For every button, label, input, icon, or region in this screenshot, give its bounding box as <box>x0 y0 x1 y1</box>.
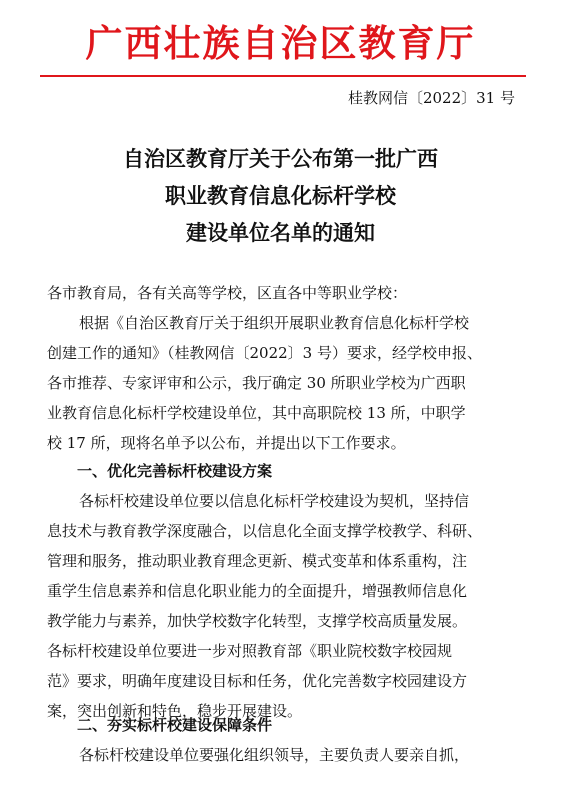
intro-line: 创建工作的通知》（桂教网信〔2022〕3 号）要求，经学校申报、 <box>47 344 482 362</box>
title-line-3: 建设单位名单的通知 <box>186 221 375 245</box>
intro-line: 校 17 所，现将名单予以公布，并提出以下工作要求。 <box>47 434 406 452</box>
section-1-line: 各标杆校建设单位要进一步对照教育部《职业院校数字校园规 <box>47 642 453 660</box>
section-2-heading: 二、夯实标杆校建设保障条件 <box>77 716 273 734</box>
intro-line: 业教育信息化标杆学校建设单位，其中高职院校 13 所，中职学 <box>47 404 466 422</box>
section-1-line: 范》要求，明确年度建设目标和任务，优化完善数字校园建设方 <box>47 672 468 690</box>
section-1-line: 重学生信息素养和信息化职业能力的全面提升，增强教师信息化 <box>47 582 468 600</box>
masthead: 广西壮族自治区教育厅 <box>85 21 476 65</box>
intro-line: 根据《自治区教育厅关于组织开展职业教育信息化标杆学校 <box>79 314 470 332</box>
document-number: 桂教网信〔2022〕31 号 <box>347 89 515 107</box>
section-2-line: 各标杆校建设单位要强化组织领导，主要负责人要亲自抓， <box>79 746 470 764</box>
section-1-line: 案，突出创新和特色，稳步开展建设。 <box>47 702 303 720</box>
title-line-2: 职业教育信息化标杆学校 <box>165 184 396 208</box>
section-1-line: 息技术与教育教学深度融合，以信息化全面支撑学校教学、科研、 <box>47 522 483 540</box>
red-divider-line <box>40 75 526 77</box>
intro-line: 各市推荐、专家评审和公示，我厅确定 30 所职业学校为广西职 <box>47 374 466 392</box>
section-1-line: 教学能力与素养，加快学校数字化转型，支撑学校高质量发展。 <box>47 612 468 630</box>
section-1-line: 管理和服务，推动职业教育理念更新、模式变革和体系重构，注 <box>47 552 468 570</box>
section-1-heading: 一、优化完善标杆校建设方案 <box>77 462 273 480</box>
title-line-1: 自治区教育厅关于公布第一批广西 <box>123 147 438 171</box>
addressee: 各市教育局，各有关高等学校，区直各中等职业学校： <box>47 284 408 302</box>
section-1-line: 各标杆校建设单位要以信息化标杆学校建设为契机，坚持信 <box>79 492 470 510</box>
